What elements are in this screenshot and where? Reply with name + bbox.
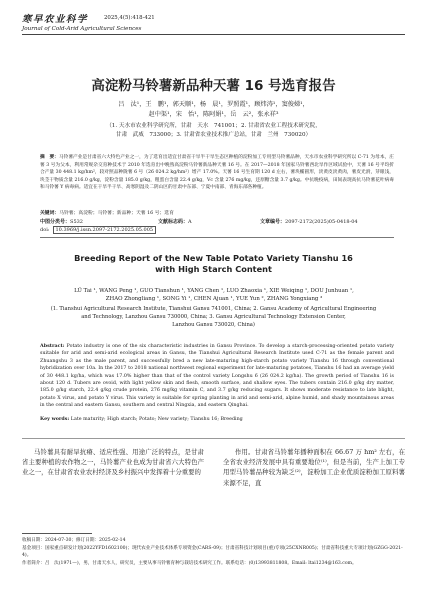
section-rule (40, 237, 394, 238)
abstract-cn-text: 马铃薯产业是甘肃省六大特色产业之一，为了选育出适宜甘肃省干旱半干旱生态区种植的淀粉加工专用型马铃薯品种，天水市农业科学研究所以 C-71 为母本，庄薯 3 号为父本，利用常规杂交育种技术于 2010 年选育出中晚熟高淀粉马铃薯新品种天薯 16 号。在 2017—2018 年国家马铃薯西北旱作区域试验中，天薯 16 号平均折合产量 30 448.1 kg/hm²，较对照品种陇薯 6 号（26 024.2 kg/hm²）增产 17.0%。天薯 16 号生育期 120 d 左右，薯块椭圆形，淡黄皮淡黄肉，薯皮光滑，芽眼浅，块茎干物质含量 216.0 g/kg，淀粉含量 185.0 g/kg，粗蛋白含量 22.4 g/kg，Vc 含量 276 mg/kg，还原糖含量 3.7 g/kg。中抗晚疫病，田间表现高抗马铃薯花叶病毒和马铃薯 Y 病毒病。适宜在干旱半干旱、高寒阴湿及二阴山区的甘肃中东部、宁夏中南部、青海东部各种植。 (40, 155, 394, 191)
footnote-rule (22, 533, 92, 534)
keywords-en (40, 416, 394, 422)
footnote-dates: 收稿日期：2024-07-30；修订日期：2025-02-14 (22, 538, 126, 543)
issue-info: 2025,4(5):418-421 (104, 15, 155, 21)
title-en-line: Breeding Report of the New Table Potato Variety Tianshu 16 (74, 253, 353, 263)
journal-header (22, 10, 405, 46)
title-cn: 高淀粉马铃薯新品种天薯 16 号选育报告 (91, 78, 336, 94)
header-rule (22, 34, 405, 35)
footnotes (22, 537, 405, 567)
keywords-en-label: Key words: (40, 416, 70, 422)
article-number-label: 文章编号： (260, 219, 286, 225)
doi-label: doi: (40, 227, 50, 233)
affiliation-cn (30, 122, 397, 140)
affiliation-cn-line: 甘肃 武威 733000；3. 甘肃省农业技术推广总站，甘肃 兰州 730020） (115, 132, 312, 138)
affiliation-en-line: and Technology, Lanzhou Gansu 730000, China; 3. Gansu Agricultural Technology Extension Center, (81, 314, 346, 320)
abstract-cn (40, 154, 394, 192)
title-en (0, 253, 427, 275)
affiliation-en (30, 305, 397, 329)
doi-row (40, 227, 156, 233)
footnote-funding: 基金项目：国家重点研发计划(2022YFD1602100)；现代农业产业技术体系专项资金(CARS-09)；甘肃省科技计划项目(重)专项(25CXNR005)；甘肃省科技重大专项计划(GZGG-2021-4)。 (22, 545, 403, 559)
journal-name-en: Journal of Cold-Arid Agricultural Sciences (22, 26, 142, 32)
abstract-en (40, 343, 394, 410)
keywords-en-text: Late maturity; High starch; Potato; New variety; Tianshu 16; Breeding (70, 417, 243, 422)
keywords-cn-text: 马铃薯；高淀粉；马铃薯；新品种；天薯 16 号；选育 (59, 211, 174, 216)
title-en-line: with High Starch Content (155, 264, 272, 274)
body-column-left: 马铃薯具有耐旱抗瘠、适应性强、用途广泛的特点，是甘肃省主要种植的农作物之一，马铃薯产业也成为甘肃省六大特色产业之一，在甘肃省农业农村经济及乡村振兴中发挥着十分重要的 (22, 448, 204, 477)
authors-en-line: LÜ Tai ¹, WANG Peng ¹, GUO Tianshun ¹, YANG Chen ¹, LUO Zhaoxia ¹, XIE Weiqing ¹, DOU Junhuan ¹, (74, 288, 354, 294)
abstract-cn-label: 摘 要： (40, 155, 59, 160)
abstract-en-label: Abstract: (40, 343, 65, 349)
article-number-value: 2097-2172(2025)05-0418-04 (285, 219, 358, 225)
journal-name-cn: 寒早农业科学 (22, 14, 89, 25)
authors-cn-line: 赵中渠¹，宋 怡¹，陈阿娟¹，岳 云²，张永祥³ (148, 110, 279, 118)
authors-cn-line: 吕 汰¹，王 鹏¹，郭天顺¹，杨 晨¹，罗照霞¹，顾炜涛¹，窦俊娣¹， (118, 101, 309, 108)
clc-label: 中图分类号： (40, 219, 71, 225)
affiliation-en-line: Lanzhou Gansu 730020, China) (172, 322, 255, 328)
authors-en-line: ZHAO Zhongliang ¹, SONG Yi ¹, CHEN Ajuan ¹, YUE Yun ², ZHANG Yongxiang ³ (105, 296, 323, 302)
abstract-en-text: Potato industry is one of the six characteristic industries in Gansu Province. To develop a starch-processing-oriented potato variety suitable for arid and semi-arid ecological areas in Gansu, the Tianshui Agricultural Research Institute used C-71 as the female parent and Zhuangshu 3 as the male parent, and successfully bred a new late-maturing high-starch potato variety Tianshu 16 through conventional hybridization over 10a. In the 2017 to 2018 national northwest regional experiment for late-maturing potatoes, Tianshu 16 had an average yield of 30 448.1 kg/ha, which was 17.0% higher than that of the control variety Longshu 6 (26 024.2 kg/ha). The growth period of Tianshu 16 is about 120 d. Tubers are ovoid, with light yellow skin and flesh, smooth surface, and shallow eyes. The tubers contain 216.0 g/kg dry matter, 185.0 g/kg starch, 22.4 g/kg crude protein, 276 mg/kg vitamin C, and 3.7 g/kg reducing sugars. It shows moderate resistance to late blight, potato X virus, and potato Y virus. This variety is suitable for spring planting in arid and semi-arid, alpine humid, and shady mountainous areas in the central and eastern Gansu, southern and central Ningxia, and eastern Qinghai. (40, 344, 394, 409)
body-rule (22, 438, 405, 439)
clc-value: S532 (70, 219, 83, 225)
doi-link[interactable]: 10.3969/j.issn.2097-2172.2025.05.005 (53, 226, 157, 234)
affiliation-cn-line: （1. 天水市农业科学研究所，甘肃 天水 741001；2. 甘肃省农业工程技术研究院， (106, 123, 321, 129)
authors-cn (0, 100, 427, 119)
keywords-cn (40, 209, 394, 216)
affiliation-en-line: (1. Tianshui Agricultural Research Institute, Tianshui Gansu 741001, China; 2. Gansu Academy of Agricultural Engineering (50, 306, 377, 312)
footnote-author-bio: 作者简介：吕 汰(1971—)，男，甘肃天水人，研究员，主要从事马铃薯育种与栽培技术研究工作。联系电话：(0)13993811808。Email: ltai1234@163.com。 (22, 560, 357, 566)
doc-code-value: A (188, 219, 192, 225)
authors-en (46, 287, 382, 303)
body-column-right: 作用。甘肃省马铃薯年播种面积在 66.67 万 hm² 左右，在全省农业经济发展中具有重要地位⁽¹⁾，但是当前，生产上加工专用型马铃薯品种较为缺乏⁽²⁾，淀粉加工企业优质淀粉加工原料薯来源不足，直 (223, 448, 405, 487)
keywords-cn-label: 关键词： (40, 210, 60, 216)
doc-code-label: 文献标志码： (158, 219, 189, 225)
